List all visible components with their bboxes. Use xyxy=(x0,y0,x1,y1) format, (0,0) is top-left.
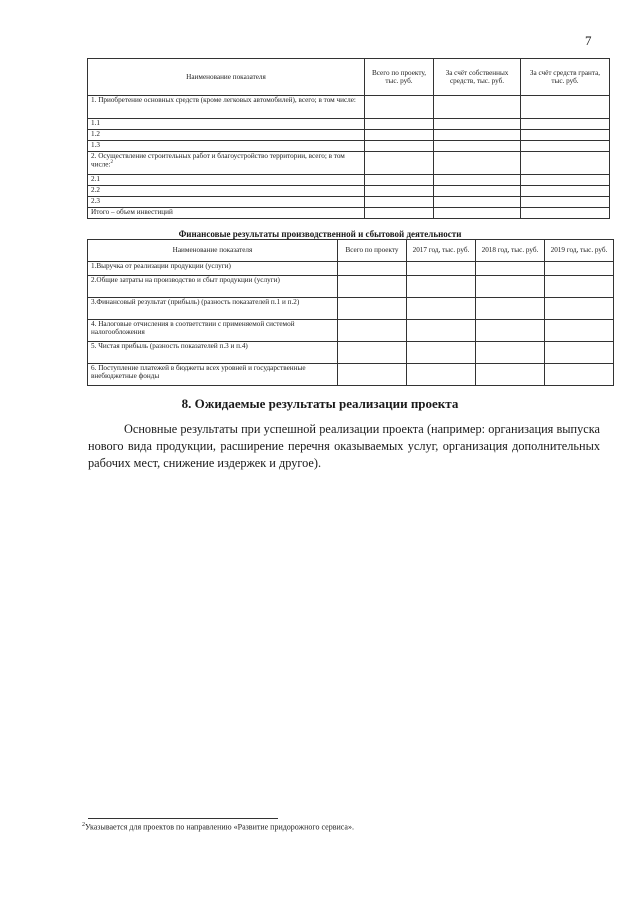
section-paragraph: Основные результаты при успешной реализации проекта (например: организация выпуска нового вида продукции, расширение перечня оказываемых услуг, организация дополнительных рабочих мест, снижение издержек и другое). xyxy=(88,422,600,470)
page-number: 7 xyxy=(585,33,592,48)
table-cell xyxy=(365,175,434,186)
table-row-label: 4. Налоговые отчисления в соответствии с применяемой системой налогообложения xyxy=(88,320,338,342)
table-row xyxy=(88,152,610,175)
financial-table xyxy=(87,239,614,386)
table-cell xyxy=(545,298,614,320)
table-row xyxy=(88,175,610,186)
table-row-label xyxy=(88,152,365,175)
table-row-label: 5. Чистая прибыль (разность показателей п.3 и п.4) xyxy=(88,342,338,364)
table-row xyxy=(88,197,610,208)
table-cell xyxy=(434,152,521,175)
table-row xyxy=(88,320,614,342)
table-cell xyxy=(407,276,476,298)
table-cell xyxy=(521,96,610,119)
table-cell xyxy=(434,186,521,197)
table-cell xyxy=(407,364,476,386)
table-header-cell: 2018 год, тыс. руб. xyxy=(476,240,545,262)
table-cell xyxy=(365,152,434,175)
table-cell xyxy=(365,208,434,219)
table-row-label: 1.2 xyxy=(88,130,365,141)
table-row xyxy=(88,186,610,197)
table-cell xyxy=(407,298,476,320)
table-cell xyxy=(434,96,521,119)
table-cell xyxy=(365,130,434,141)
table-cell xyxy=(545,364,614,386)
table-header-row xyxy=(88,59,610,96)
table-cell xyxy=(434,130,521,141)
table-cell xyxy=(521,141,610,152)
table-cell xyxy=(521,152,610,175)
table-row xyxy=(88,96,610,119)
table-row-label: 2.3 xyxy=(88,197,365,208)
table-cell xyxy=(338,364,407,386)
table-cell xyxy=(365,186,434,197)
table-cell xyxy=(338,298,407,320)
table-cell xyxy=(338,342,407,364)
footnote-reference: 2 xyxy=(110,160,113,166)
footnote-divider xyxy=(88,818,278,819)
table-row-label: 2.2 xyxy=(88,186,365,197)
table-cell xyxy=(476,262,545,276)
table-cell xyxy=(521,208,610,219)
table-cell xyxy=(338,262,407,276)
footnote-number: 2 xyxy=(82,822,85,828)
table-cell xyxy=(545,262,614,276)
table-cell xyxy=(521,197,610,208)
table-row-label: 3.Финансовый результат (прибыль) (разность показателей п.1 и п.2) xyxy=(88,298,338,320)
table-cell xyxy=(407,320,476,342)
table-cell xyxy=(476,320,545,342)
table-cell xyxy=(407,342,476,364)
table-cell xyxy=(476,298,545,320)
table-cell xyxy=(476,364,545,386)
financial-table-caption: Финансовые результаты производственной и сбытовой деятельности xyxy=(178,229,462,239)
table-cell xyxy=(434,119,521,130)
table-cell xyxy=(434,141,521,152)
table-row-label: 1. Приобретение основных средств (кроме легковых автомобилей), всего; в том числе: xyxy=(88,96,365,119)
table-cell xyxy=(434,197,521,208)
table-cell xyxy=(476,276,545,298)
table-header-row xyxy=(88,240,614,262)
table-cell xyxy=(545,276,614,298)
table-header-cell: Всего по проекту xyxy=(338,240,407,262)
table-row-label: 1.Выручка от реализации продукции (услуги) xyxy=(88,262,338,276)
table-row xyxy=(88,364,614,386)
table-header-cell: 2017 год, тыс. руб. xyxy=(407,240,476,262)
section-heading: 8. Ожидаемые результаты реализации проекта xyxy=(181,396,459,411)
table-header-cell: Всего по проекту, тыс. руб. xyxy=(365,59,434,96)
table-cell xyxy=(521,186,610,197)
table-header-cell: Наименование показателя xyxy=(88,59,365,96)
table-row xyxy=(88,262,614,276)
table-row xyxy=(88,342,614,364)
table-header-cell: 2019 год, тыс. руб. xyxy=(545,240,614,262)
table-cell xyxy=(521,175,610,186)
footnote xyxy=(82,822,354,832)
table-cell xyxy=(545,320,614,342)
table-cell xyxy=(365,141,434,152)
table-row-label: 1.3 xyxy=(88,141,365,152)
table-cell xyxy=(545,342,614,364)
table-row-label: 2.Общие затраты на производство и сбыт продукции (услуги) xyxy=(88,276,338,298)
table-row xyxy=(88,298,614,320)
table-cell xyxy=(521,119,610,130)
table-row-label: 1.1 xyxy=(88,119,365,130)
table-cell xyxy=(476,342,545,364)
investment-table xyxy=(87,58,610,219)
table-cell xyxy=(365,96,434,119)
table-row-label-text: 2. Осуществление строительных работ и благоустройство территории, всего; в том числе: xyxy=(91,152,345,169)
table-cell xyxy=(365,119,434,130)
table-header-cell: Наименование показателя xyxy=(88,240,338,262)
table-row-label: 2.1 xyxy=(88,175,365,186)
footnote-text: Указывается для проектов по направлению «Развитие придорожного сервиса». xyxy=(85,822,354,832)
table-cell xyxy=(338,276,407,298)
table-row xyxy=(88,141,610,152)
table-cell xyxy=(338,320,407,342)
table-row xyxy=(88,130,610,141)
table-cell xyxy=(434,175,521,186)
table-cell xyxy=(365,197,434,208)
table-header-cell: За счёт средств гранта, тыс. руб. xyxy=(521,59,610,96)
table-cell xyxy=(407,262,476,276)
table-row-label: Итого – объем инвестиций xyxy=(88,208,365,219)
table-cell xyxy=(434,208,521,219)
table-row xyxy=(88,208,610,219)
table-header-cell: За счёт собственных средств, тыс. руб. xyxy=(434,59,521,96)
table-row xyxy=(88,119,610,130)
table-row-label: 6. Поступление платежей в бюджеты всех уровней и государственные внебюджетные фонды xyxy=(88,364,338,386)
table-cell xyxy=(521,130,610,141)
table-row xyxy=(88,276,614,298)
